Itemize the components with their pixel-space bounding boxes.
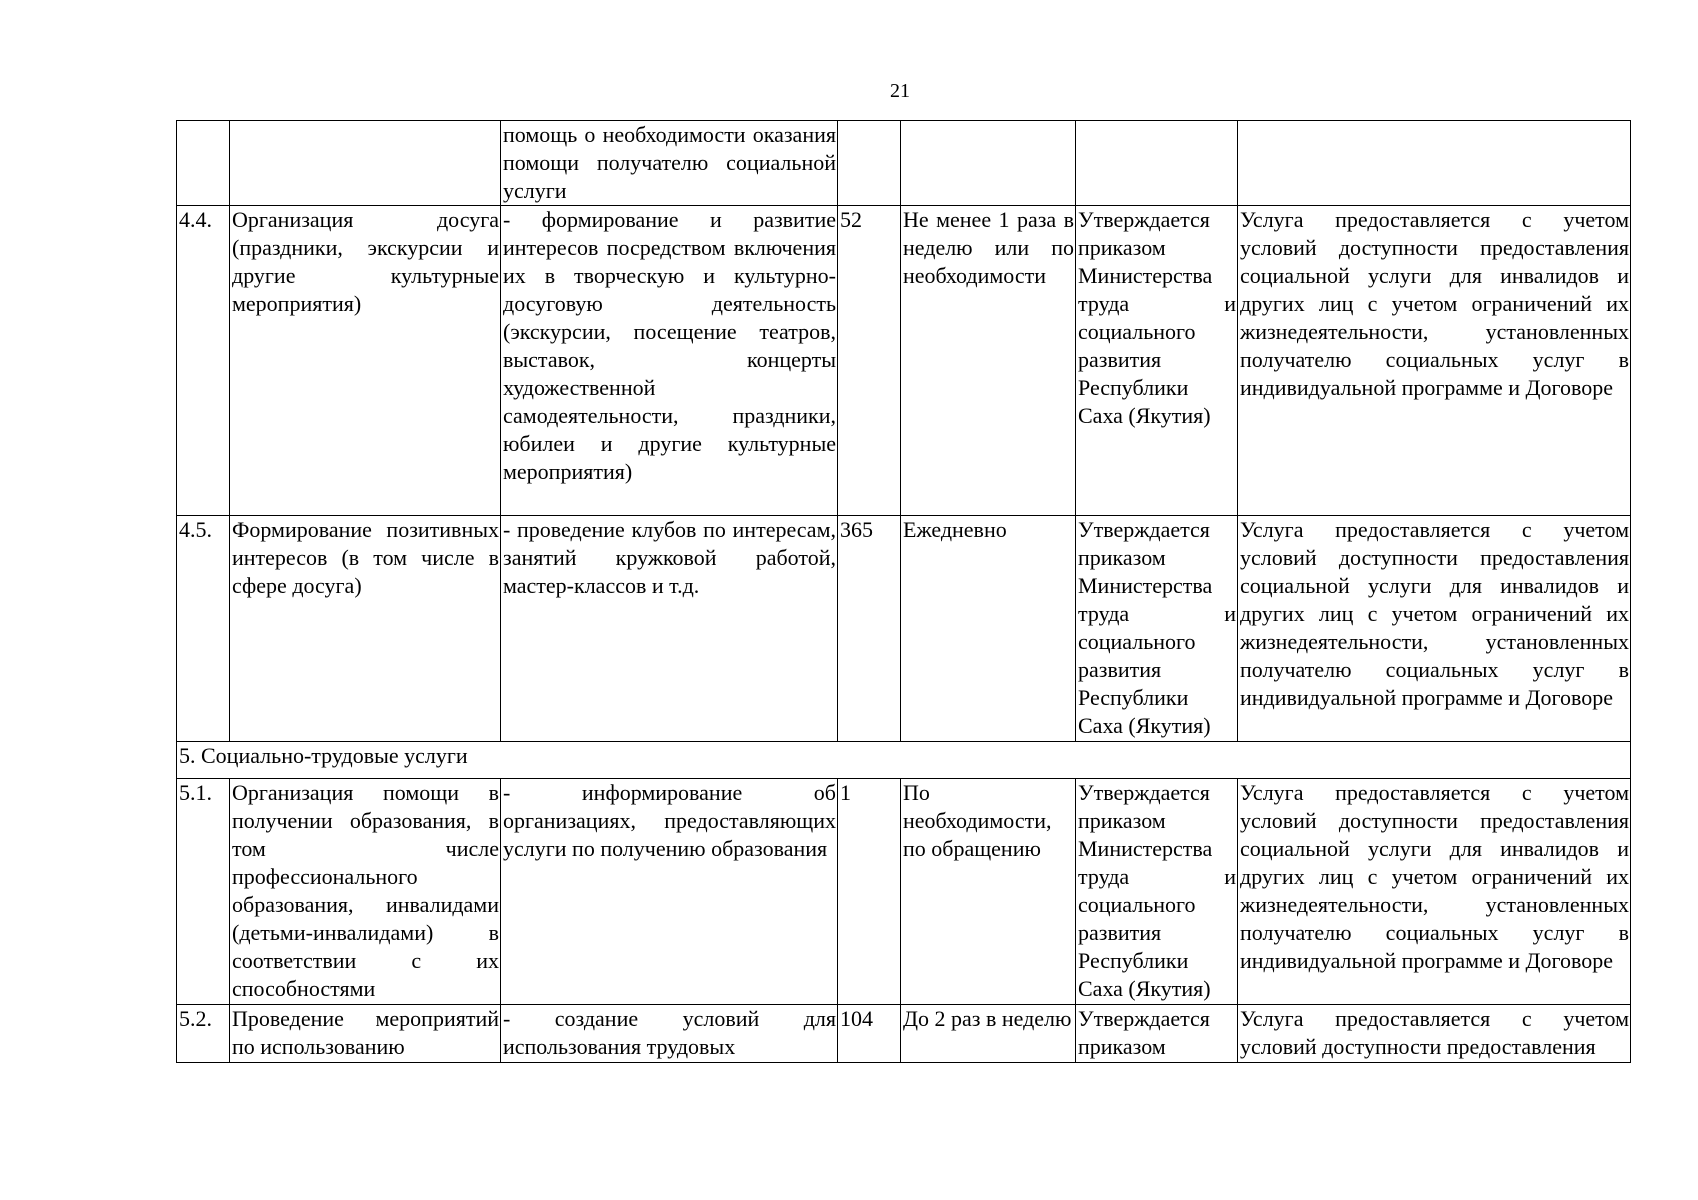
section-title: 5. Социально-трудовые услуги	[177, 742, 1631, 779]
table-row	[177, 779, 1631, 1005]
row-number: 5.2.	[177, 1005, 230, 1063]
service-volume	[838, 121, 901, 206]
service-conditions: Услуга предоставляется с учетом условий доступности предоставления	[1238, 1005, 1631, 1063]
service-name: Проведение мероприятий по использованию	[230, 1005, 501, 1063]
service-frequency: До 2 раз в неделю	[901, 1005, 1076, 1063]
service-description: - информирование об организациях, предоставляющих услуги по получению образования	[501, 779, 838, 1005]
service-name: Организация помощи в получении образования, в том числе профессионального образования, инвалидами (детьми-инвалидами) в соответствии с их способностями	[230, 779, 501, 1005]
service-volume: 365	[838, 516, 901, 742]
table-row	[177, 1005, 1631, 1063]
service-description: - создание условий для использования трудовых	[501, 1005, 838, 1063]
service-tariff: Утверждается приказом	[1076, 1005, 1238, 1063]
service-volume: 1	[838, 779, 901, 1005]
service-name: Формирование позитивных интересов (в том числе в сфере досуга)	[230, 516, 501, 742]
service-conditions: Услуга предоставляется с учетом условий доступности предоставления социальной услуги для инвалидов и других лиц с учетом ограничений их жизнедеятельности, установленных получателю социальных услуг в индивидуальной программе и Договоре	[1238, 779, 1631, 1005]
service-tariff: Утверждается приказом Министерства труда и социального развития Республики Саха (Якутия)	[1076, 206, 1238, 516]
row-number: 4.5.	[177, 516, 230, 742]
service-description: - формирование и развитие интересов посредством включения их в творческую и культурно-досуговую деятельность (экскурсии, посещение театров, выставок, концерты художественной самодеятельности, праздники, юбилеи и другие культурные мероприятия)	[501, 206, 838, 516]
service-conditions: Услуга предоставляется с учетом условий доступности предоставления социальной услуги для инвалидов и других лиц с учетом ограничений их жизнедеятельности, установленных получателю социальных услуг в индивидуальной программе и Договоре	[1238, 516, 1631, 742]
service-frequency: Ежедневно	[901, 516, 1076, 742]
service-volume: 104	[838, 1005, 901, 1063]
table-row	[177, 206, 1631, 516]
service-frequency	[901, 121, 1076, 206]
row-number: 5.1.	[177, 779, 230, 1005]
service-conditions: Услуга предоставляется с учетом условий доступности предоставления социальной услуги для инвалидов и других лиц с учетом ограничений их жизнедеятельности, установленных получателю социальных услуг в индивидуальной программе и Договоре	[1238, 206, 1631, 516]
service-volume: 52	[838, 206, 901, 516]
service-tariff: Утверждается приказом Министерства труда и социального развития Республики Саха (Якутия)	[1076, 516, 1238, 742]
service-tariff: Утверждается приказом Министерства труда и социального развития Республики Саха (Якутия)	[1076, 779, 1238, 1005]
table-row	[177, 516, 1631, 742]
row-number: 4.4.	[177, 206, 230, 516]
service-description: помощь о необходимости оказания помощи получателю социальной услуги	[501, 121, 838, 206]
row-number	[177, 121, 230, 206]
service-tariff	[1076, 121, 1238, 206]
service-name	[230, 121, 501, 206]
service-description: - проведение клубов по интересам, занятий кружковой работой, мастер-классов и т.д.	[501, 516, 838, 742]
service-name: Организация досуга (праздники, экскурсии и другие культурные мероприятия)	[230, 206, 501, 516]
section-header-row	[177, 742, 1631, 779]
service-frequency: По необходимости, по обращению	[901, 779, 1076, 1005]
service-conditions	[1238, 121, 1631, 206]
services-table	[176, 120, 1631, 1063]
service-frequency: Не менее 1 раза в неделю или по необходимости	[901, 206, 1076, 516]
table-row	[177, 121, 1631, 206]
page-number: 21	[890, 80, 910, 102]
